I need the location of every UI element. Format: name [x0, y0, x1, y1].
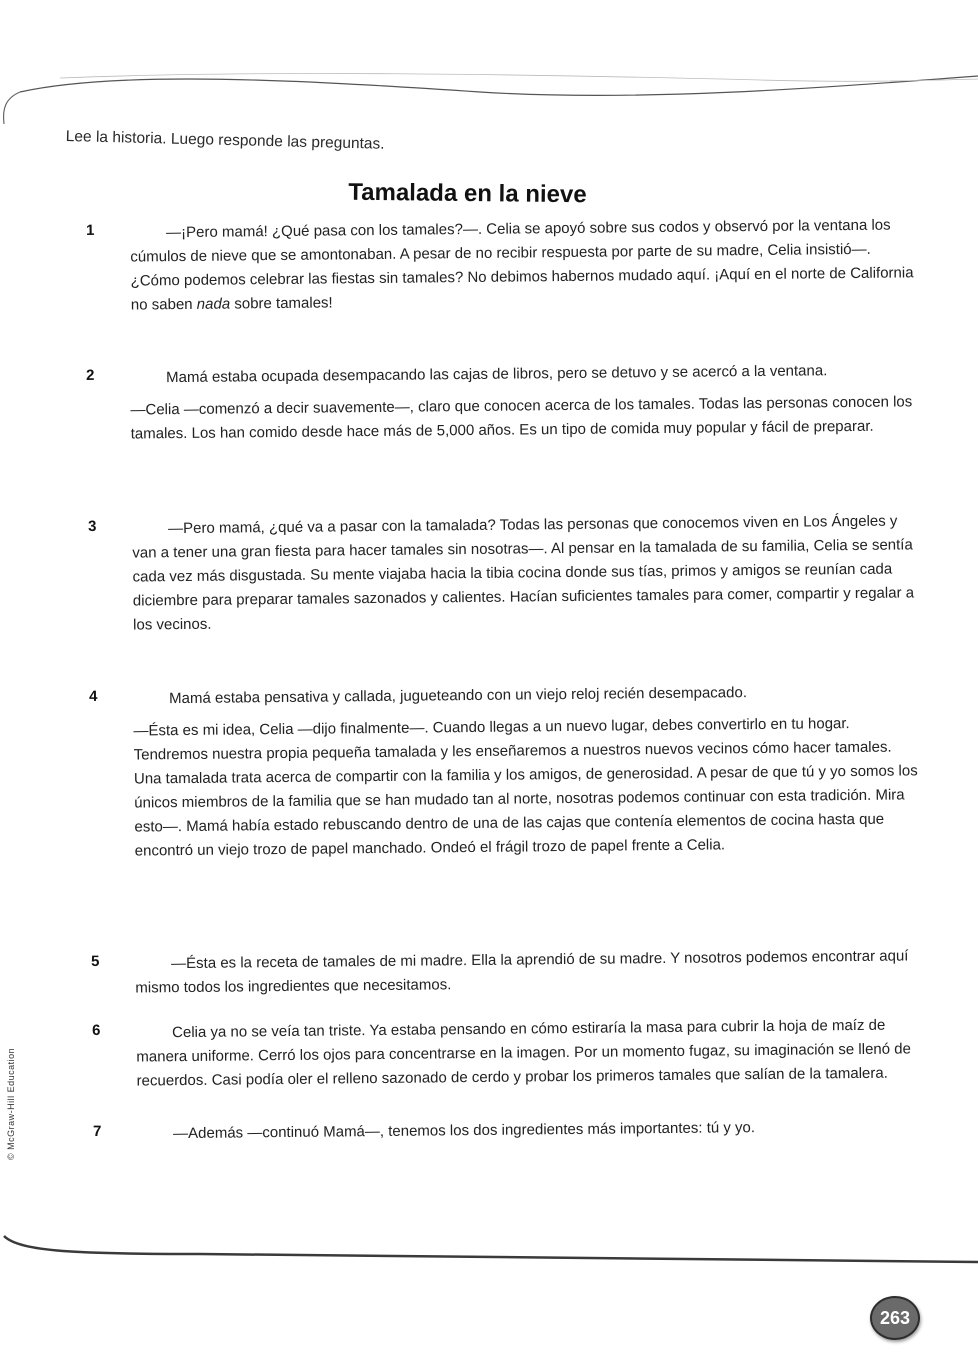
text-run: —Celia —comenzó a decir suavemente—, claro que conocen acerca de los tamales. Todas las personas conocen los tamales. Los han comido desde hace más de 5,000 años. Es un tipo de comida muy popular y fácil de preparar. [130, 393, 913, 443]
paragraph [91, 944, 922, 1009]
paragraph-number: 4 [89, 687, 98, 705]
left-border-curve [4, 92, 20, 124]
paragraph-text [133, 711, 920, 863]
text-run: —Pero mamá, ¿qué va a pasar con la tamalada? Todas las personas que conocemos viven en Los Ángeles y van a tener una gran fiesta para hacer tamales sin nosotras—. Al pensar en la tamalada de su familia, Celia se sentía cada vez más disgustada. Su mente viajaba hacia la tibia cocina donde sus tías, primos y amigos se reunían cada diciembre para preparar tamales sazonados y calientes. Hacían suficientes tamales para comer, compartir y regalar a los vecinos. [132, 512, 915, 634]
paragraph-body [130, 358, 917, 446]
paragraph-text [130, 213, 917, 317]
emphasized-word: nada [196, 295, 231, 313]
paragraph [89, 679, 921, 872]
paragraph-text [135, 944, 921, 1000]
instructions: Lee la historia. Luego responde las preguntas. [65, 128, 385, 153]
paragraph-text [132, 509, 919, 637]
paragraph-body [133, 679, 921, 863]
paragraph-number: 5 [91, 952, 100, 970]
paragraph-number: 1 [86, 221, 95, 239]
copyright-notice: © McGraw-Hill Education [6, 1047, 16, 1160]
top-border-line-faint [60, 74, 978, 82]
paragraph-number: 7 [93, 1122, 102, 1140]
paragraph-number: 3 [88, 517, 97, 535]
paragraph [86, 358, 917, 455]
bottom-border-line [4, 1236, 978, 1262]
top-border-line [20, 76, 978, 95]
story-title: Tamalada en la nieve [348, 178, 587, 209]
paragraph [88, 509, 919, 646]
text-run: Mamá estaba pensativa y callada, jugueteando con un viejo reloj recién desempacado. [169, 684, 748, 708]
text-run: —Ésta es mi idea, Celia —dijo finalmente—. Cuando llegas a un nuevo lugar, debes convertirlo en tu hogar. Tendremos nuestra propia pequeña tamalada y les enseñaremos a nuestros nuevos vecinos cómo hacer tamales. Una tamalada trata acerca de compartir con la familia y los amigos, de generosidad. A pesar de que tú y yo somos los únicos miembros de la familia que se han mudado tan al norte, nosotras podemos continuar con esta tradición. Mira esto—. Mamá había estado rebuscando dentro de una de las cajas que contenía elementos de cocina hasta que encontró un viejo trozo de papel manchado. Ondeó el frágil trozo de papel frente a Celia. [133, 715, 918, 860]
paragraph-text [130, 390, 916, 446]
paragraph [92, 1013, 923, 1102]
paragraph-text [136, 1013, 923, 1093]
page-number-badge: 263 [870, 1296, 920, 1340]
paragraph-number: 2 [86, 366, 95, 384]
text-run: sobre tamales! [230, 294, 333, 313]
paragraph-body [136, 1013, 923, 1093]
text-run: —Ésta es la receta de tamales de mi madre. Ella la aprendió de su madre. Y nosotros podemos encontrar aquí mismo todos los ingredientes que necesitamos. [135, 947, 909, 997]
paragraph-number: 6 [92, 1021, 101, 1039]
paragraph-body [135, 944, 921, 1000]
paragraph [86, 213, 917, 326]
text-run: Mamá estaba ocupada desempacando las cajas de libros, pero se detuvo y se acercó a la ventana. [166, 362, 828, 387]
text-run: —¡Pero mamá! ¿Qué pasa con los tamales?—. Celia se apoyó sobre sus codos y observó por la ventana los cúmulos de nieve que se amontonaban. A pesar de no recibir respuesta por parte de su madre, Celia insistió—. ¿Cómo podemos celebrar las fiestas sin tamales? No debimos habernos mudado aquí. ¡Aquí en el norte de California no saben [130, 216, 914, 314]
paragraph-body [132, 509, 919, 637]
paragraph-body [130, 213, 917, 317]
text-run: Celia ya no se veía tan triste. Ya estaba pensando en cómo estiraría la masa para cubrir la hoja de maíz de manera uniforme. Cerró los ojos para concentrarse en la imagen. Por un momento fugaz, su imaginación se llenó de recuerdos. Casi podía oler el relleno sazonado de cerdo y probar los primeros tamales que salían de la tamalera. [136, 1016, 912, 1090]
text-run: —Además —continuó Mamá—, tenemos los dos ingredientes más importantes: tú y yo. [173, 1119, 756, 1143]
